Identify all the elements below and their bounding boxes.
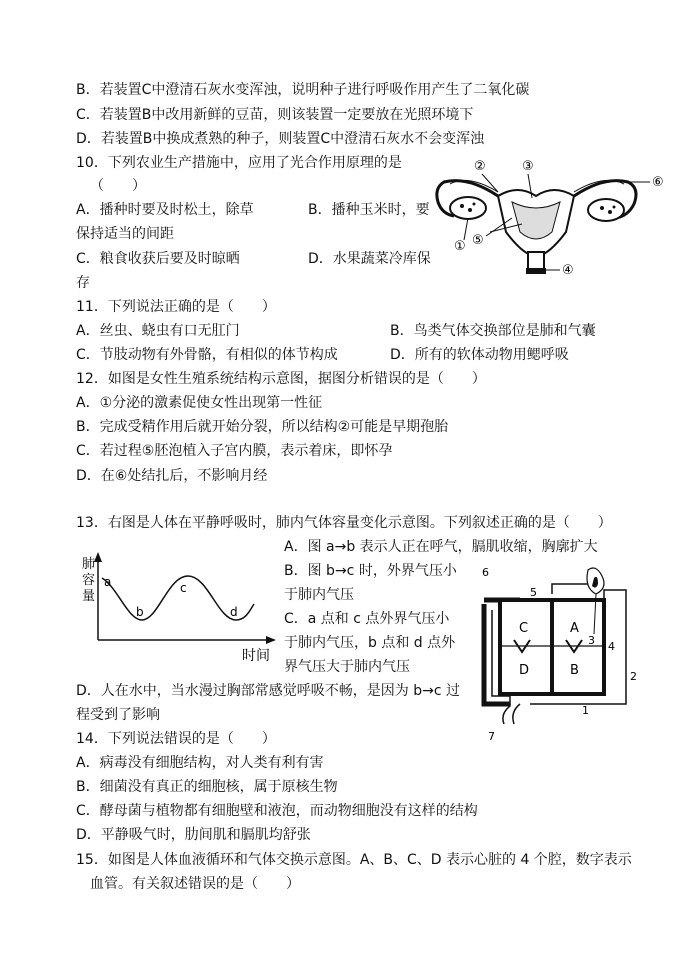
q9-option-d: D．若装置B中换成煮熟的种子，则装置C中澄清石灰水不会变浑浊 xyxy=(76,131,485,147)
vessel-label-3: 3 xyxy=(588,634,595,647)
q10-option-d: D．水果蔬菜冷库保 xyxy=(308,251,431,267)
point-c-label: c xyxy=(180,581,187,595)
q14-option-a: A．病毒没有细胞结构，对人类有利有害 xyxy=(76,755,324,771)
vessel-label-5: 5 xyxy=(530,586,537,599)
circulation-diagram xyxy=(470,564,642,744)
q12-stem: 12．如图是女性生殖系统结构示意图，据图分析错误的是（ ） xyxy=(76,371,486,387)
vessel-label-2: 2 xyxy=(630,670,637,683)
female-reproductive-figure xyxy=(428,152,674,284)
vessel-label-7: 7 xyxy=(488,730,495,743)
q15-stem: 15．如图是人体血液循环和气体交换示意图。A、B、C、D 表示心脏的 4 个腔，数字表示 xyxy=(76,852,632,868)
chart-xlabel: 时间 xyxy=(242,648,270,664)
q10-option-b: B．播种玉米时，要 xyxy=(308,202,430,218)
q12-option-c: C．若过程⑤胚泡植入子宫内膜，表示着床，即怀孕 xyxy=(76,443,393,459)
lung-volume-chart xyxy=(78,548,278,666)
q12-option-d: D．在⑥处结扎后，不影响月经 xyxy=(76,468,268,484)
chamber-a: A xyxy=(570,621,579,636)
chamber-d: D xyxy=(519,663,530,678)
q14-stem: 14．下列说法错误的是（ ） xyxy=(76,731,276,747)
point-d-label: d xyxy=(230,605,238,619)
q14-option-d: D．平静吸气时，肋间肌和膈肌均舒张 xyxy=(76,827,311,843)
q15-stem-cont: 血管。有关叙述错误的是（ ） xyxy=(90,876,300,892)
q10-option-c: C．粮食收获后要及时晾晒 xyxy=(76,251,240,267)
label-5: ⑤ xyxy=(472,233,484,248)
chart-ylabel-2: 容 xyxy=(82,573,96,588)
q10-option-a: A．播种时要及时松土，除草 xyxy=(76,202,254,218)
q13-option-c: C．a 点和 c 点外界气压小 xyxy=(284,611,450,627)
q11-option-c: C．节肢动物有外骨骼，有相似的体节构成 xyxy=(76,347,338,363)
vessel-label-6: 6 xyxy=(482,566,489,579)
chamber-c: C xyxy=(519,621,529,636)
q13-stem: 13．右图是人体在平静呼吸时，肺内气体容量变化示意图。下列叙述正确的是（ ） xyxy=(76,515,612,531)
q12-option-a: A．①分泌的激素促使女性出现第一性征 xyxy=(76,395,323,411)
q13-option-c-cont2: 界气压大于肺内气压 xyxy=(284,659,410,675)
point-b-label: b xyxy=(136,605,144,619)
q9-option-b: B．若装置C中澄清石灰水变浑浊，说明种子进行呼吸作用产生了二氧化碳 xyxy=(76,82,530,98)
label-6: ⑥ xyxy=(652,175,664,190)
q10-option-d-cont: 存 xyxy=(76,275,90,291)
q11-option-a: A．丝虫、蛲虫有口无肛门 xyxy=(76,323,240,339)
q11-option-b: B．鸟类气体交换部位是肺和气囊 xyxy=(390,323,596,339)
q10-answer-paren: （ ） xyxy=(90,178,146,194)
label-2: ② xyxy=(474,159,486,174)
q13-option-a: A．图 a→b 表示人正在呼气，膈肌收缩，胸廓扩大 xyxy=(284,539,598,555)
q13-option-b-cont: 于肺内气压 xyxy=(284,587,354,603)
q11-stem: 11．下列说法正确的是（ ） xyxy=(76,299,276,315)
q11-option-d: D．所有的软体动物用鳃呼吸 xyxy=(390,347,569,363)
q13-option-d-cont: 程受到了影响 xyxy=(76,707,160,723)
chart-ylabel-1: 肺 xyxy=(82,557,96,572)
q9-option-c: C．若装置B中改用新鲜的豆苗，则该装置一定要放在光照环境下 xyxy=(76,107,474,123)
q14-option-b: B．细菌没有真正的细胞核，属于原核生物 xyxy=(76,779,338,795)
chamber-b: B xyxy=(570,663,579,678)
q13-option-d: D．人在水中，当水漫过胸部常感觉呼吸不畅，是因为 b→c 过 xyxy=(76,683,460,699)
q12-option-b: B．完成受精作用后就开始分裂，所以结构②可能是早期孢胎 xyxy=(76,419,449,435)
label-3: ③ xyxy=(522,159,534,174)
vessel-label-1: 1 xyxy=(582,704,589,717)
q14-option-c: C．酵母菌与植物都有细胞壁和液泡，而动物细胞没有这样的结构 xyxy=(76,803,478,819)
chart-ylabel-3: 量 xyxy=(82,589,96,604)
label-1: ① xyxy=(454,239,466,254)
q10-stem: 10．下列农业生产措施中，应用了光合作用原理的是 xyxy=(76,155,402,171)
q13-option-c-cont1: 于肺内气压，b 点和 d 点外 xyxy=(284,635,456,651)
vessel-label-4: 4 xyxy=(608,640,615,653)
q10-option-b-cont: 保持适当的间距 xyxy=(76,226,174,242)
point-a-label: a xyxy=(104,575,112,589)
q13-option-b: B．图 b→c 时，外界气压小 xyxy=(284,563,457,579)
label-4: ④ xyxy=(562,263,574,278)
